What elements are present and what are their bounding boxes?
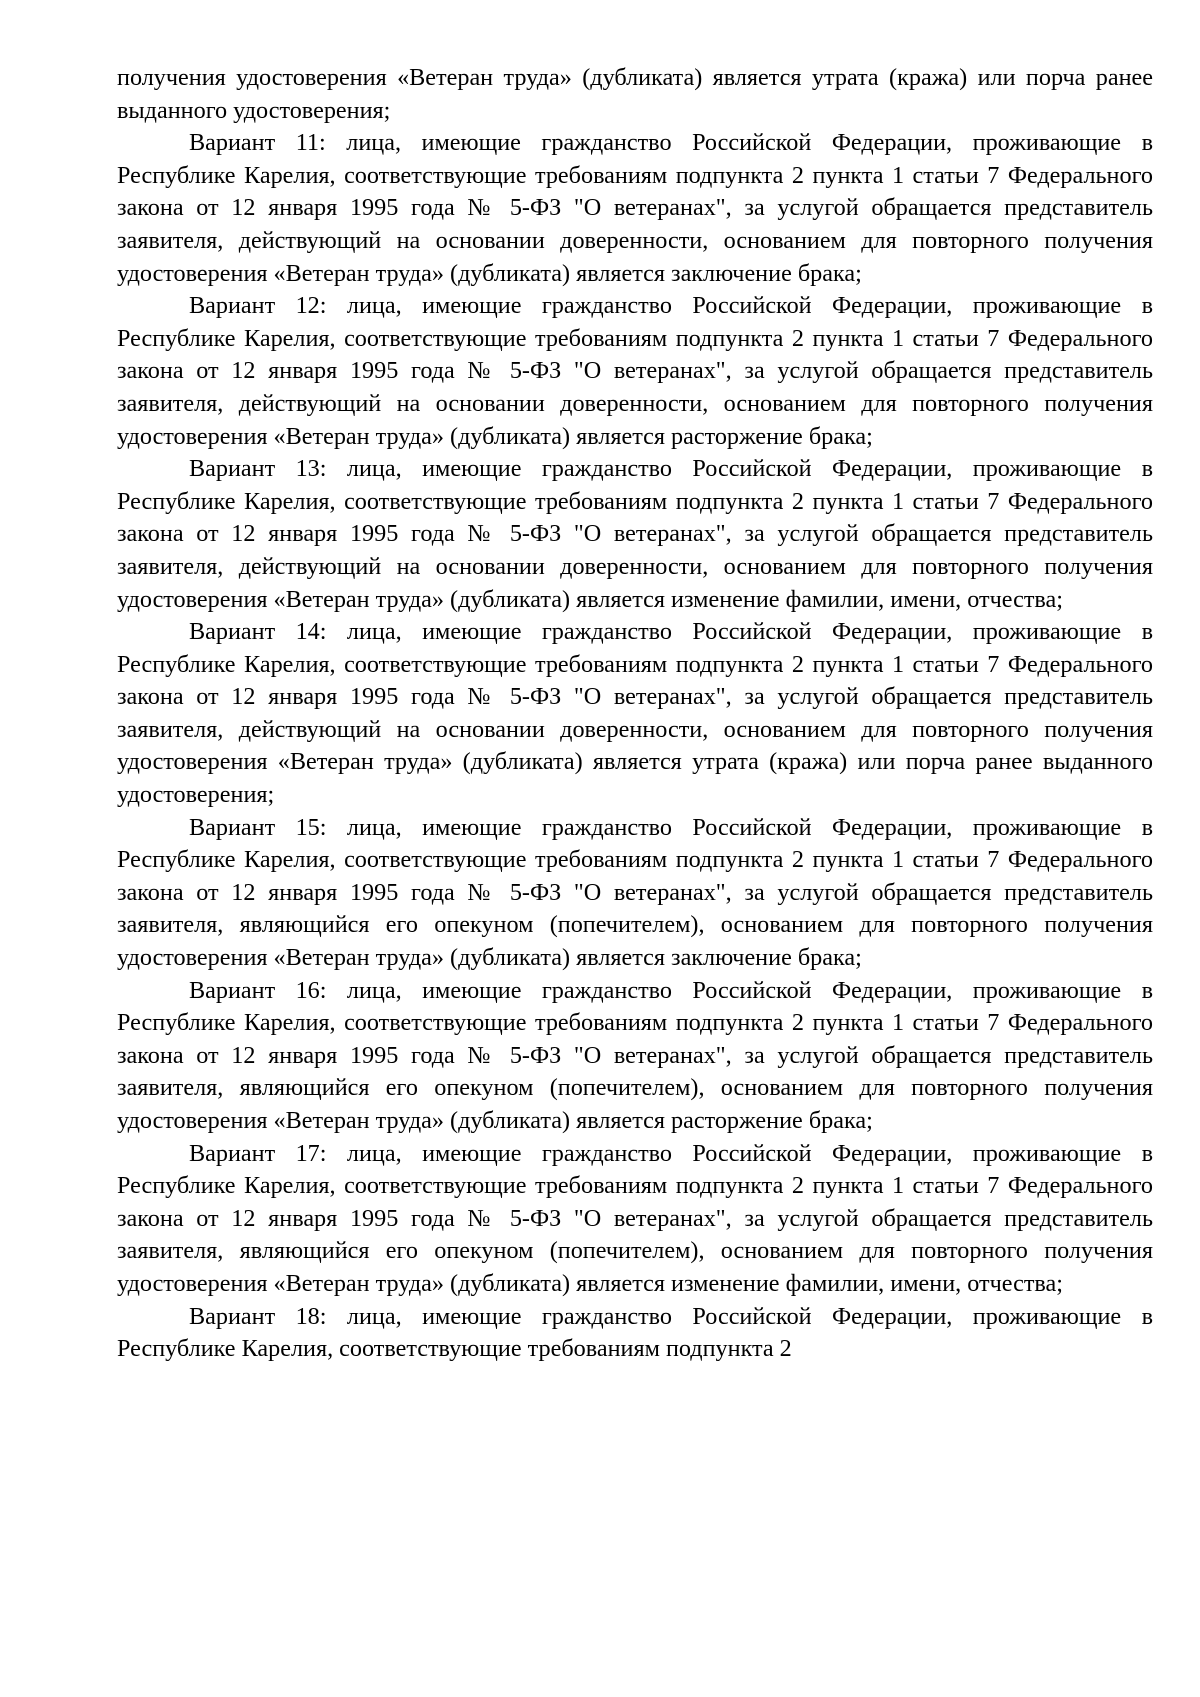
paragraph-variant-12: Вариант 12: лица, имеющие гражданство Российской Федерации, проживающие в Республике Карелия, соответствующие требованиям подпункта 2 пункта 1 статьи 7 Федерального закона от 12 января 1995 года № 5-ФЗ "О ветеранах", за услугой обращается представитель заявителя, действующий на основании доверенности, основанием для повторного получения удостоверения «Ветеран труда» (дубликата) является расторжение брака; (117, 292, 1153, 450)
paragraph-continuation: получения удостоверения «Ветеран труда» (дубликата) является утрата (кража) или порча ранее выданного удостоверения; (117, 64, 1153, 124)
paragraph-variant-18: Вариант 18: лица, имеющие гражданство Российской Федерации, проживающие в Республике Карелия, соответствующие требованиям подпункта 2 (117, 1302, 1153, 1363)
paragraph-variant-15: Вариант 15: лица, имеющие гражданство Российской Федерации, проживающие в Республике Карелия, соответствующие требованиям подпункта 2 пункта 1 статьи 7 Федерального закона от 12 января 1995 года № 5-ФЗ "О ветеранах", за услугой обращается представитель заявителя, являющийся его опекуном (попечителем), основанием для повторного получения удостоверения «Ветеран труда» (дубликата) является заключение брака; (117, 813, 1153, 972)
document-page (117, 62, 1153, 1366)
paragraph-variant-13: Вариант 13: лица, имеющие гражданство Российской Федерации, проживающие в Республике Карелия, соответствующие требованиям подпункта 2 пункта 1 статьи 7 Федерального закона от 12 января 1995 года № 5-ФЗ "О ветеранах", за услугой обращается представитель заявителя, действующий на основании доверенности, основанием для повторного получения удостоверения «Ветеран труда» (дубликата) является изменение фамилии, имени, отчества; (117, 455, 1153, 613)
paragraph-variant-17: Вариант 17: лица, имеющие гражданство Российской Федерации, проживающие в Республике Карелия, соответствующие требованиям подпункта 2 пункта 1 статьи 7 Федерального закона от 12 января 1995 года № 5-ФЗ "О ветеранах", за услугой обращается представитель заявителя, являющийся его опекуном (попечителем), основанием для повторного получения удостоверения «Ветеран труда» (дубликата) является изменение фамилии, имени, отчества; (117, 1139, 1153, 1297)
paragraph-variant-14: Вариант 14: лица, имеющие гражданство Российской Федерации, проживающие в Республике Карелия, соответствующие требованиям подпункта 2 пункта 1 статьи 7 Федерального закона от 12 января 1995 года № 5-ФЗ "О ветеранах", за услугой обращается представитель заявителя, действующий на основании доверенности, основанием для повторного получения удостоверения «Ветеран труда» (дубликата) является утрата (кража) или порча ранее выданного удостоверения; (117, 618, 1153, 809)
paragraph-variant-11: Вариант 11: лица, имеющие гражданство Российской Федерации, проживающие в Республике Карелия, соответствующие требованиям подпункта 2 пункта 1 статьи 7 Федерального закона от 12 января 1995 года № 5-ФЗ "О ветеранах", за услугой обращается представитель заявителя, действующий на основании доверенности, основанием для повторного получения удостоверения «Ветеран труда» (дубликата) является заключение брака; (117, 129, 1153, 287)
paragraph-variant-16: Вариант 16: лица, имеющие гражданство Российской Федерации, проживающие в Республике Карелия, соответствующие требованиям подпункта 2 пункта 1 статьи 7 Федерального закона от 12 января 1995 года № 5-ФЗ "О ветеранах", за услугой обращается представитель заявителя, являющийся его опекуном (попечителем), основанием для повторного получения удостоверения «Ветеран труда» (дубликата) является расторжение брака; (117, 976, 1153, 1134)
